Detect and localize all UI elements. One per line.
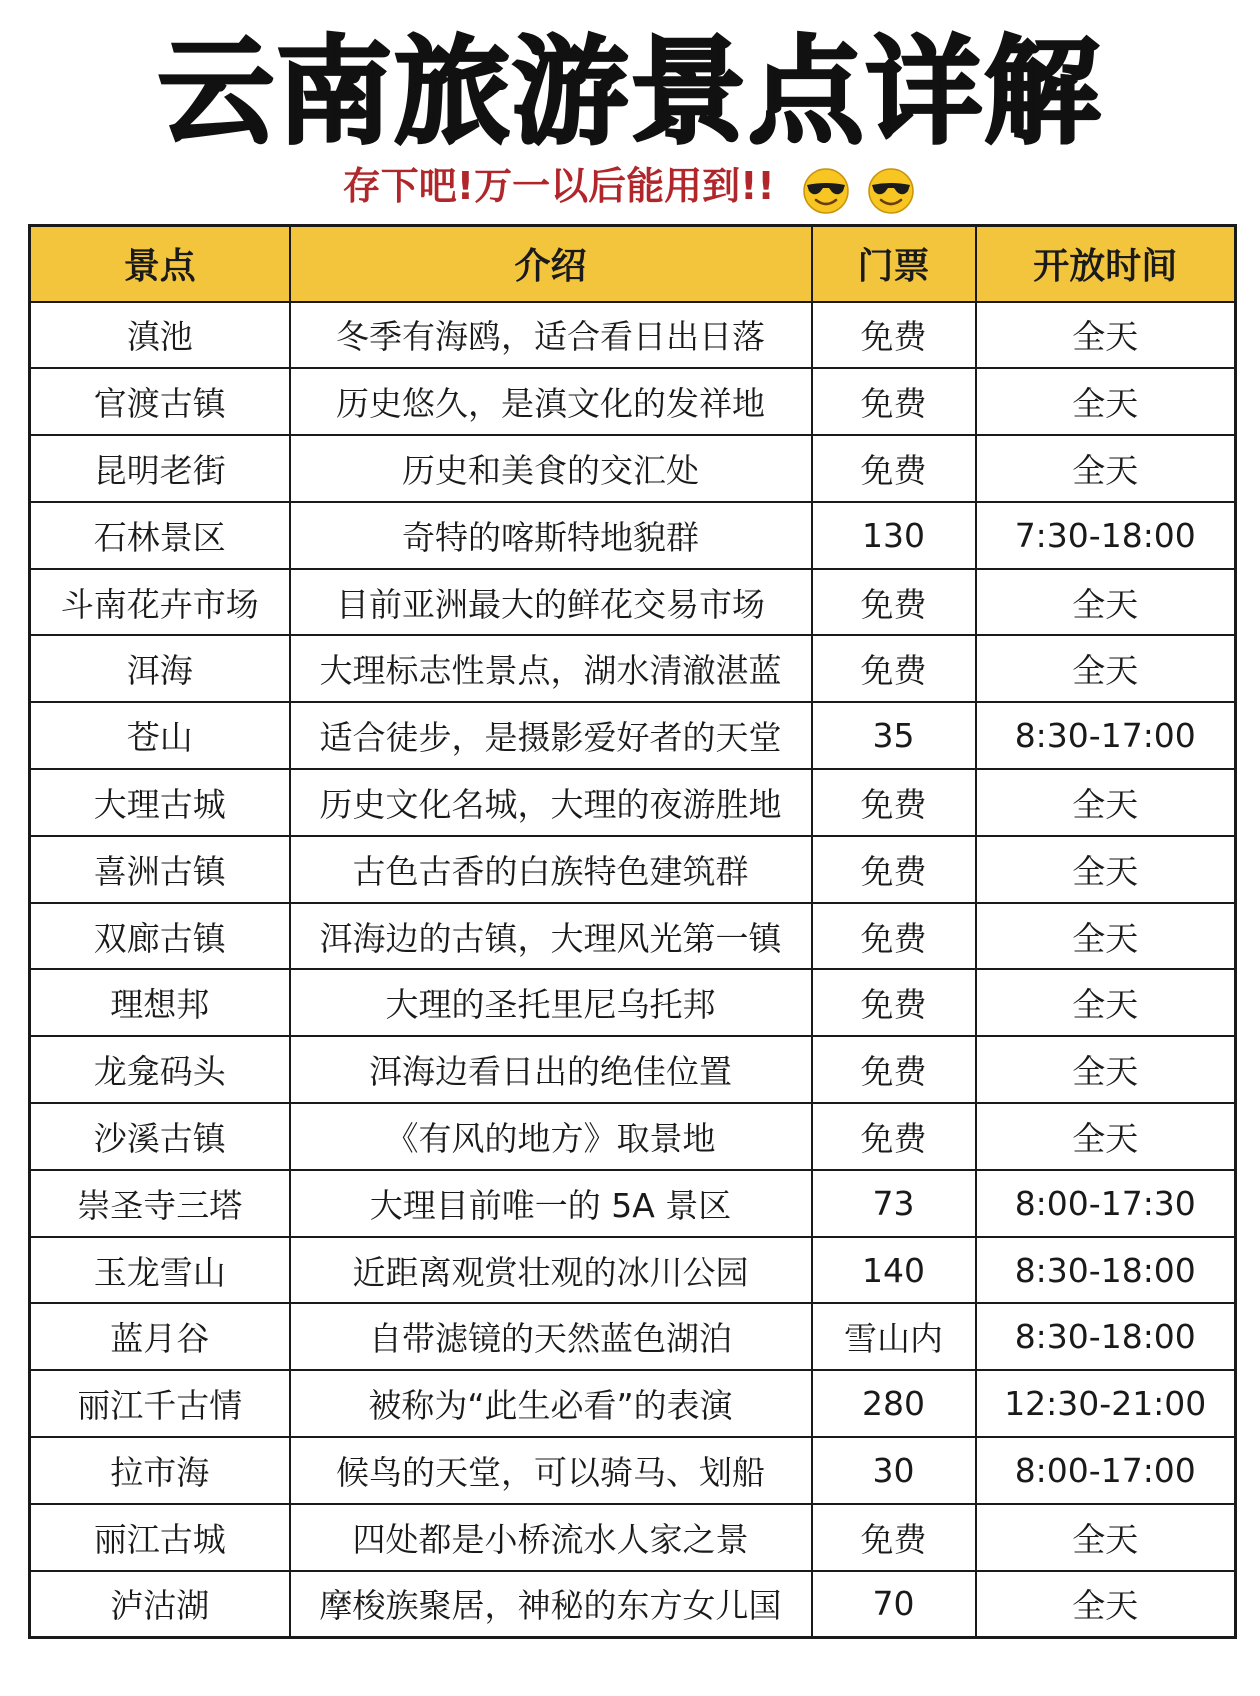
cell-open-hours: 全天 bbox=[976, 302, 1236, 369]
header-attraction: 景点 bbox=[30, 226, 290, 302]
cell-attraction: 滇池 bbox=[30, 302, 290, 369]
table-row bbox=[30, 302, 1236, 369]
header-open-hours: 开放时间 bbox=[976, 226, 1236, 302]
cell-ticket: 免费 bbox=[812, 1504, 976, 1571]
cell-open-hours: 全天 bbox=[976, 969, 1236, 1036]
cell-open-hours: 全天 bbox=[976, 435, 1236, 502]
cell-ticket: 免费 bbox=[812, 769, 976, 836]
cell-open-hours: 12:30-21:00 bbox=[976, 1370, 1236, 1437]
cell-open-hours: 全天 bbox=[976, 1103, 1236, 1170]
cell-open-hours: 8:00-17:00 bbox=[976, 1437, 1236, 1504]
emoji-group bbox=[800, 161, 917, 217]
cell-intro: 奇特的喀斯特地貌群 bbox=[290, 502, 812, 569]
subtitle-text: 存下吧!万一以后能用到!! bbox=[342, 164, 775, 208]
cell-intro: 目前亚洲最大的鲜花交易市场 bbox=[290, 569, 812, 636]
cell-ticket: 免费 bbox=[812, 635, 976, 702]
cell-intro: 摩梭族聚居，神秘的东方女儿国 bbox=[290, 1571, 812, 1638]
cell-intro: 古色古香的白族特色建筑群 bbox=[290, 836, 812, 903]
table-header-row bbox=[30, 226, 1236, 302]
cell-open-hours: 全天 bbox=[976, 635, 1236, 702]
cell-open-hours: 8:30-18:00 bbox=[976, 1237, 1236, 1304]
cell-open-hours: 全天 bbox=[976, 1571, 1236, 1638]
cell-open-hours: 全天 bbox=[976, 569, 1236, 636]
table-body bbox=[30, 302, 1236, 1638]
table-row bbox=[30, 702, 1236, 769]
header-intro: 介绍 bbox=[290, 226, 812, 302]
attractions-table bbox=[28, 224, 1237, 1639]
cell-ticket: 雪山内 bbox=[812, 1303, 976, 1370]
cell-intro: 自带滤镜的天然蓝色湖泊 bbox=[290, 1303, 812, 1370]
cell-attraction: 石林景区 bbox=[30, 502, 290, 569]
cell-attraction: 丽江千古情 bbox=[30, 1370, 290, 1437]
cell-open-hours: 8:00-17:30 bbox=[976, 1170, 1236, 1237]
table-row bbox=[30, 1303, 1236, 1370]
cell-attraction: 玉龙雪山 bbox=[30, 1237, 290, 1304]
cell-open-hours: 8:30-18:00 bbox=[976, 1303, 1236, 1370]
cell-ticket: 免费 bbox=[812, 569, 976, 636]
cell-open-hours: 全天 bbox=[976, 903, 1236, 970]
table-row bbox=[30, 1237, 1236, 1304]
cell-attraction: 苍山 bbox=[30, 702, 290, 769]
cell-intro: 被称为“此生必看”的表演 bbox=[290, 1370, 812, 1437]
cell-attraction: 大理古城 bbox=[30, 769, 290, 836]
cell-ticket: 70 bbox=[812, 1571, 976, 1638]
cell-intro: 历史文化名城，大理的夜游胜地 bbox=[290, 769, 812, 836]
cell-attraction: 沙溪古镇 bbox=[30, 1103, 290, 1170]
cell-attraction: 斗南花卉市场 bbox=[30, 569, 290, 636]
header-ticket: 门票 bbox=[812, 226, 976, 302]
cell-attraction: 喜洲古镇 bbox=[30, 836, 290, 903]
table-row bbox=[30, 1504, 1236, 1571]
table-row bbox=[30, 1571, 1236, 1638]
cell-attraction: 官渡古镇 bbox=[30, 368, 290, 435]
cell-open-hours: 全天 bbox=[976, 1036, 1236, 1103]
cell-open-hours: 8:30-17:00 bbox=[976, 702, 1236, 769]
table-row bbox=[30, 769, 1236, 836]
cell-attraction: 蓝月谷 bbox=[30, 1303, 290, 1370]
cell-attraction: 崇圣寺三塔 bbox=[30, 1170, 290, 1237]
table-row bbox=[30, 1170, 1236, 1237]
cell-ticket: 130 bbox=[812, 502, 976, 569]
cell-attraction: 拉市海 bbox=[30, 1437, 290, 1504]
cell-open-hours: 全天 bbox=[976, 836, 1236, 903]
cell-attraction: 昆明老街 bbox=[30, 435, 290, 502]
table-row bbox=[30, 1103, 1236, 1170]
table-row bbox=[30, 368, 1236, 435]
cell-ticket: 免费 bbox=[812, 1036, 976, 1103]
cell-intro: 近距离观赏壮观的冰川公园 bbox=[290, 1237, 812, 1304]
page-subtitle bbox=[0, 158, 1260, 217]
cell-intro: 历史和美食的交汇处 bbox=[290, 435, 812, 502]
cell-intro: 候鸟的天堂，可以骑马、划船 bbox=[290, 1437, 812, 1504]
table-row bbox=[30, 635, 1236, 702]
cell-attraction: 龙龛码头 bbox=[30, 1036, 290, 1103]
cell-open-hours: 全天 bbox=[976, 368, 1236, 435]
cell-intro: 洱海边看日出的绝佳位置 bbox=[290, 1036, 812, 1103]
cell-ticket: 免费 bbox=[812, 836, 976, 903]
table-row bbox=[30, 903, 1236, 970]
cell-intro: 大理目前唯一的 5A 景区 bbox=[290, 1170, 812, 1237]
table-row bbox=[30, 435, 1236, 502]
cell-attraction: 理想邦 bbox=[30, 969, 290, 1036]
cell-ticket: 35 bbox=[812, 702, 976, 769]
cell-ticket: 免费 bbox=[812, 1103, 976, 1170]
table-row bbox=[30, 1437, 1236, 1504]
cell-intro: 冬季有海鸥，适合看日出日落 bbox=[290, 302, 812, 369]
table-row bbox=[30, 1036, 1236, 1103]
cell-intro: 《有风的地方》取景地 bbox=[290, 1103, 812, 1170]
sunglasses-face-icon bbox=[867, 167, 915, 215]
cell-intro: 历史悠久，是滇文化的发祥地 bbox=[290, 368, 812, 435]
table-row bbox=[30, 836, 1236, 903]
cell-ticket: 280 bbox=[812, 1370, 976, 1437]
cell-ticket: 免费 bbox=[812, 302, 976, 369]
cell-ticket: 免费 bbox=[812, 435, 976, 502]
cell-intro: 大理标志性景点，湖水清澈湛蓝 bbox=[290, 635, 812, 702]
cell-ticket: 30 bbox=[812, 1437, 976, 1504]
cell-attraction: 洱海 bbox=[30, 635, 290, 702]
cell-ticket: 140 bbox=[812, 1237, 976, 1304]
cell-open-hours: 全天 bbox=[976, 1504, 1236, 1571]
cell-attraction: 丽江古城 bbox=[30, 1504, 290, 1571]
cell-intro: 适合徒步，是摄影爱好者的天堂 bbox=[290, 702, 812, 769]
cell-attraction: 双廊古镇 bbox=[30, 903, 290, 970]
table-row bbox=[30, 569, 1236, 636]
cell-ticket: 免费 bbox=[812, 903, 976, 970]
cell-open-hours: 7:30-18:00 bbox=[976, 502, 1236, 569]
table-row bbox=[30, 1370, 1236, 1437]
cell-ticket: 免费 bbox=[812, 368, 976, 435]
cell-ticket: 免费 bbox=[812, 969, 976, 1036]
table-row bbox=[30, 502, 1236, 569]
cell-intro: 四处都是小桥流水人家之景 bbox=[290, 1504, 812, 1571]
cell-intro: 大理的圣托里尼乌托邦 bbox=[290, 969, 812, 1036]
cell-intro: 洱海边的古镇，大理风光第一镇 bbox=[290, 903, 812, 970]
cell-attraction: 泸沽湖 bbox=[30, 1571, 290, 1638]
page-title: 云南旅游景点详解 bbox=[158, 25, 1102, 160]
table-row bbox=[30, 969, 1236, 1036]
cell-open-hours: 全天 bbox=[976, 769, 1236, 836]
sunglasses-face-icon bbox=[802, 167, 850, 215]
cell-ticket: 73 bbox=[812, 1170, 976, 1237]
